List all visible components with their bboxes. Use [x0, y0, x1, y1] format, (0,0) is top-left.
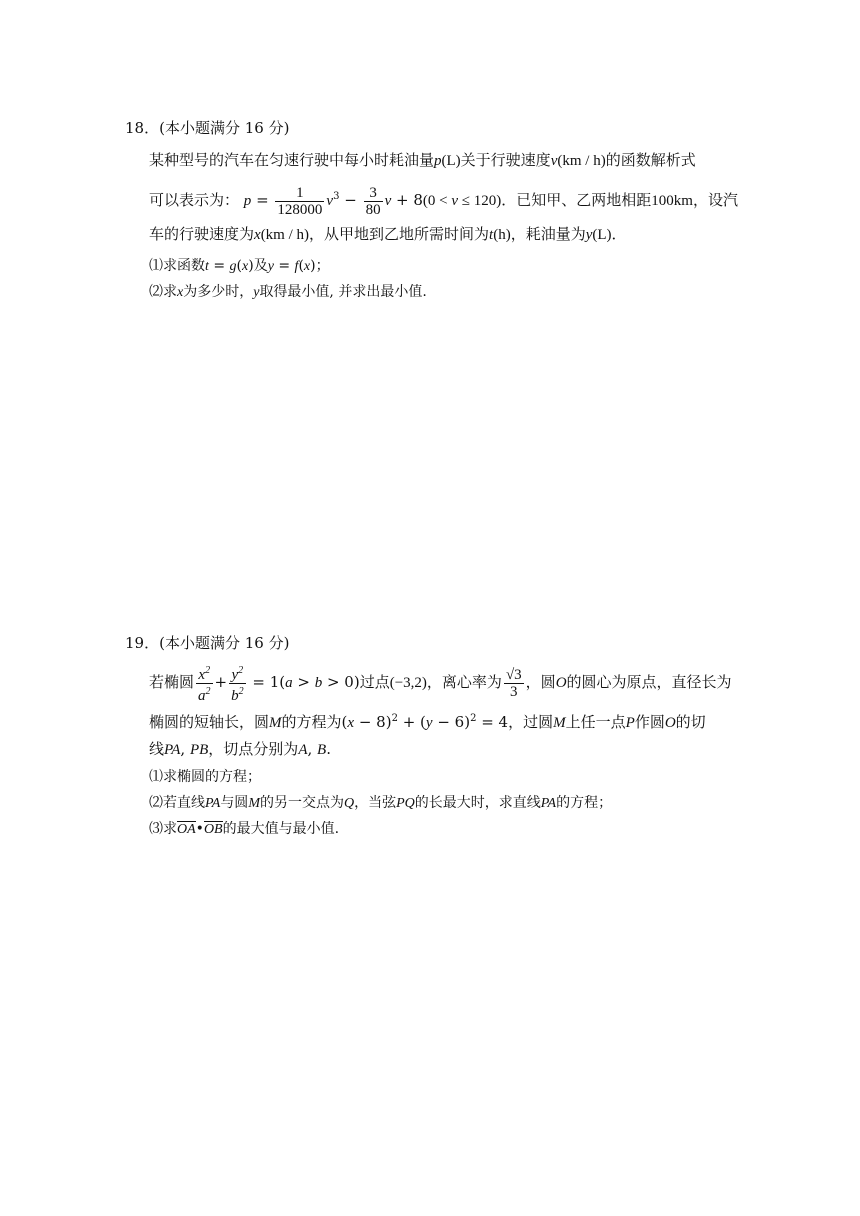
formula-p-L: p — [434, 153, 442, 169]
ellipse-equation: $\frac{x^2}{a^2}$ + $\frac{y^2}{b^2}$ = 1(a > b > 0) — [198, 664, 360, 704]
question-19-header: 19．(本小题满分 16 分) — [125, 634, 290, 652]
q18-line-3: 车的行驶速度为x(km / h)，从甲地到乙地所需时间为t(h)，耗油量为y(L)． — [149, 225, 627, 243]
q19-line-1: 若椭圆 $\frac{x^2}{a^2}$ + $\frac{y^2}{b^2}$ = 1(a > b > 0)过点(−3,2)，离心率为 $\frac{√3}{3}$ ，圆O的圆心为原点，直径长为 — [149, 664, 732, 704]
q18-line-2: 可以表示为： p = $\frac{1}{128000}$ $v^3$ − $\frac{3}{80}$ v + 8(0 < v ≤ 120)．已知甲、乙两地相距100km，设汽 — [149, 184, 738, 218]
question-18 — [125, 117, 745, 305]
q19-subquestion-1: ⑴求椭圆的方程； — [149, 769, 261, 785]
q19-subquestion-3: ⑶求OA•OB的最大值与最小值. — [149, 821, 340, 837]
fuel-formula: p = $\frac{1}{128000}$ $v^3$ − $\frac{3}{80}$ v + 8(0 < v ≤ 120) — [243, 184, 502, 218]
distance-value: 100km — [651, 193, 693, 209]
q19-line-2: 椭圆的短轴长，圆M的方程为$(x - 8)^2 + (y - 6)^2 = 4$，过圆M上任一点P作圆O的切 — [149, 713, 706, 731]
vector-dot-product: OA•OB — [177, 821, 223, 837]
q18-subquestion-2: ⑵求x为多少时，y取得最小值, 并求出最小值. — [149, 284, 427, 300]
q19-line-3: 线PA, PB，切点分别为A, B. — [149, 740, 331, 758]
question-19 — [125, 632, 745, 842]
eccentricity-fraction: $\frac{√3}{3}$ — [505, 666, 522, 700]
formula-v-kmh: v — [550, 153, 558, 169]
q18-subquestion-1: ⑴求函数t = g(x)及y = f(x)； — [149, 258, 330, 274]
question-18-header: 18．(本小题满分 16 分) — [125, 119, 290, 137]
q19-subquestion-2: ⑵若直线PA与圆M的另一交点为Q，当弦PQ的长最大时，求直线PA的方程； — [149, 795, 613, 811]
q18-line-1: 某种型号的汽车在匀速行驶中每小时耗油量p(L)关于行驶速度v(km / h)的函数解析式 — [149, 151, 696, 169]
circle-m-equation: $(x - 8)^2 + (y - 6)^2 = 4$ — [341, 713, 509, 731]
